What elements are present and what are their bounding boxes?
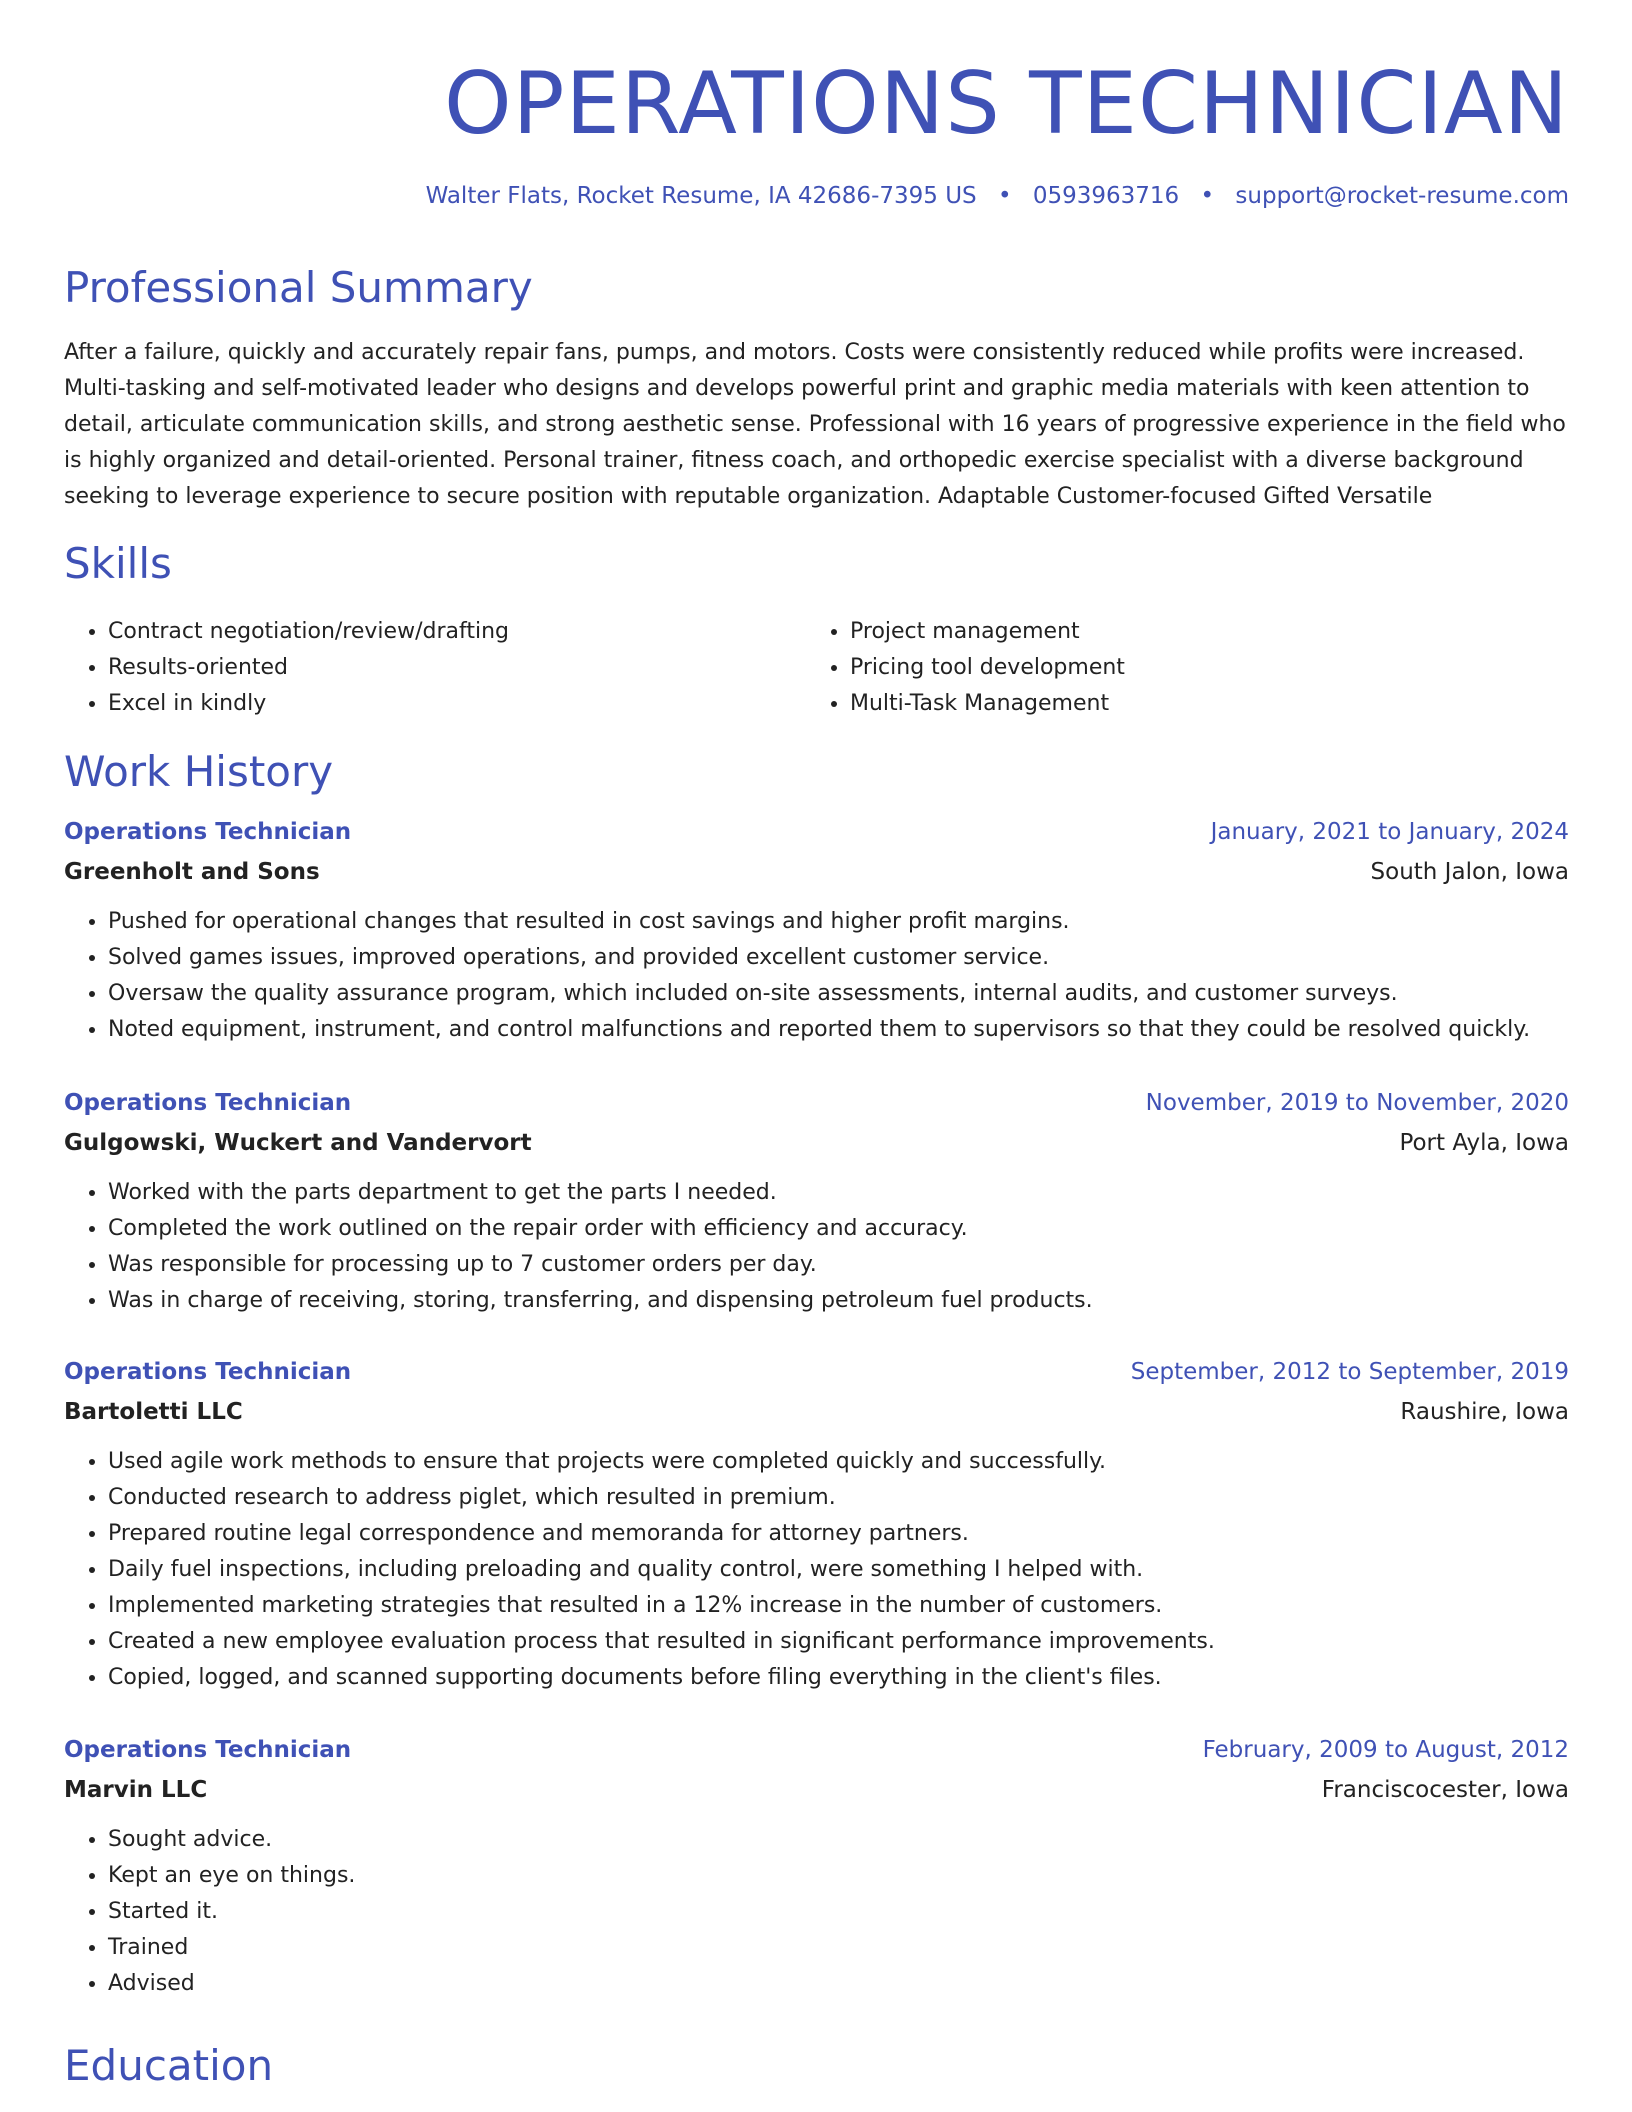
job-title: Operations Technician [64, 1359, 352, 1385]
summary-text: After a failure, quickly and accurately repair fans, pumps, and motors. Costs were consistently reduced while profits were increased. Multi-tasking and self-motivated leader who designs and develops powerful print and graphic media materials with keen attention to detail, articulate communication skills, and strong aesthetic sense. Professional with 16 years of progressive experience in the field who is highly organized and detail-oriented. Personal trainer, fitness coach, and orthopedic exercise specialist with a diverse background seeking to leverage experience to secure position with reputable organization. Adaptable Customer-focused Gifted Versatile [64, 340, 1566, 509]
job-bullet: • Oversaw the quality assurance program, which included on-site assessments, internal audits, and customer surveys. [108, 976, 1569, 1012]
job-bullet: • Worked with the parts department to get the parts I needed. [108, 1175, 1569, 1211]
job-bullet: • Created a new employee evaluation process that resulted in significant performance improvements. [108, 1624, 1569, 1660]
job-location: Raushire, Iowa [1400, 1399, 1569, 1425]
skill-item: • Excel in kindly [108, 686, 806, 722]
job-header-row [64, 1352, 1569, 1392]
job-company-row [64, 1123, 1569, 1163]
job-dates: February, 2009 to August, 2012 [1202, 1737, 1569, 1763]
skill-item: • Contract negotiation/review/drafting [108, 614, 806, 650]
job-bullet: • Daily fuel inspections, including preloading and quality control, were something I helped with. [108, 1552, 1569, 1588]
job-company: Marvin LLC [64, 1777, 208, 1803]
job-bullet: • Completed the work outlined on the repair order with efficiency and accuracy. [108, 1211, 1569, 1247]
skill-item: • Project management [850, 614, 1548, 650]
job-bullet: • Was in charge of receiving, storing, transferring, and dispensing petroleum fuel products. [108, 1283, 1569, 1319]
skill-item: • Results-oriented [108, 650, 806, 686]
job-company: Greenholt and Sons [64, 859, 320, 885]
job-location: South Jalon, Iowa [1370, 859, 1569, 885]
job-bullet: • Noted equipment, instrument, and control malfunctions and reported them to supervisors so that they could be resolved quickly. [108, 1012, 1569, 1048]
job-bullet: • Used agile work methods to ensure that projects were completed quickly and successfully. [108, 1444, 1569, 1480]
job-company-row [64, 852, 1569, 892]
job-bullet: • Solved games issues, improved operations, and provided excellent customer service. [108, 940, 1569, 976]
job-entry [64, 812, 1569, 1048]
job-entry [64, 1730, 1569, 2002]
job-dates: January, 2021 to January, 2024 [1210, 819, 1569, 845]
job-bullet: • Kept an eye on things. [108, 1858, 1569, 1894]
job-header-row [64, 1083, 1569, 1123]
job-bullets [64, 1175, 1569, 1319]
contact-email[interactable]: support@rocket-resume.com [1235, 183, 1569, 209]
skills-heading: Skills [64, 539, 172, 588]
job-title: Operations Technician [64, 819, 352, 845]
job-company-row [64, 1392, 1569, 1432]
contact-separator: • [1200, 183, 1215, 209]
job-bullet: • Trained [108, 1930, 1569, 1966]
job-dates: November, 2019 to November, 2020 [1145, 1090, 1569, 1116]
job-entry [64, 1352, 1569, 1696]
job-company: Bartoletti LLC [64, 1399, 243, 1425]
job-company: Gulgowski, Wuckert and Vandervort [64, 1130, 532, 1156]
job-location: Franciscocester, Iowa [1321, 1777, 1569, 1803]
job-bullet: • Pushed for operational changes that resulted in cost savings and higher profit margins. [108, 904, 1569, 940]
job-dates: September, 2012 to September, 2019 [1130, 1359, 1569, 1385]
job-title: Operations Technician [64, 1090, 352, 1116]
skills-column-right [806, 614, 1548, 722]
skill-item: • Multi-Task Management [850, 686, 1548, 722]
job-title: Operations Technician [64, 1737, 352, 1763]
job-bullet: • Conducted research to address piglet, which resulted in premium. [108, 1480, 1569, 1516]
contact-phone: 0593963716 [1032, 183, 1180, 209]
job-bullet: • Copied, logged, and scanned supporting documents before filing everything in the client's files. [108, 1660, 1569, 1696]
skill-item: • Pricing tool development [850, 650, 1548, 686]
job-entry [64, 1083, 1569, 1319]
job-bullet: • Started it. [108, 1894, 1569, 1930]
education-heading: Education [64, 2041, 274, 2090]
job-location: Port Ayla, Iowa [1399, 1130, 1569, 1156]
job-header-row [64, 812, 1569, 852]
job-bullet: • Was responsible for processing up to 7 customer orders per day. [108, 1247, 1569, 1283]
job-bullets [64, 904, 1569, 1048]
job-bullet: • Prepared routine legal correspondence and memoranda for attorney partners. [108, 1516, 1569, 1552]
work-history-heading: Work History [64, 747, 334, 796]
contact-address: Walter Flats, Rocket Resume, IA 42686-7395 US [425, 183, 977, 209]
job-bullets [64, 1444, 1569, 1696]
job-bullet: • Advised [108, 1966, 1569, 2002]
job-bullets [64, 1822, 1569, 2002]
job-company-row [64, 1770, 1569, 1810]
job-bullet: • Sought advice. [108, 1822, 1569, 1858]
resume-name-heading: OPERATIONS TECHNICIAN [443, 54, 1569, 154]
summary-heading: Professional Summary [64, 263, 533, 312]
job-header-row [64, 1730, 1569, 1770]
skills-list [64, 614, 1569, 722]
skills-column-left [64, 614, 806, 722]
contact-line [426, 181, 1569, 211]
contact-separator: • [997, 183, 1012, 209]
job-bullet: • Implemented marketing strategies that resulted in a 12% increase in the number of customers. [108, 1588, 1569, 1624]
